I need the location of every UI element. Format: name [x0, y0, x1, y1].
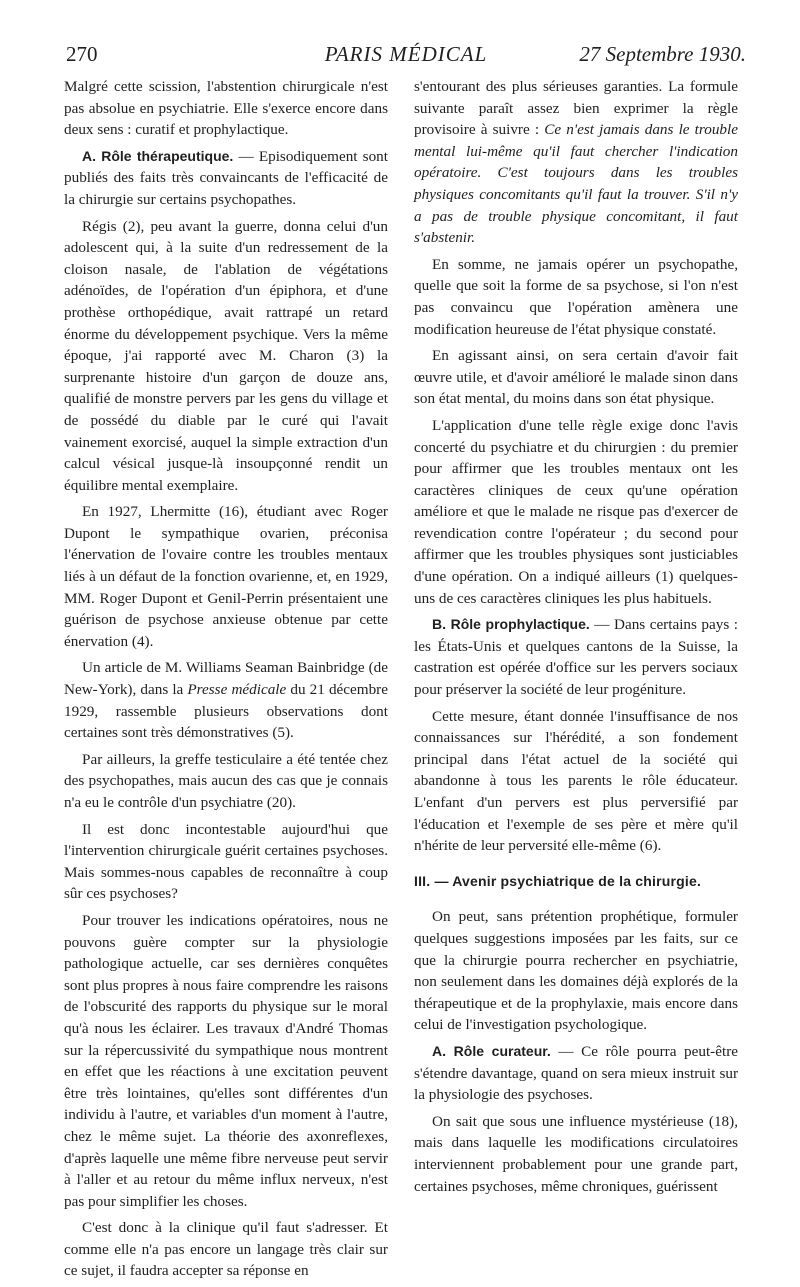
paragraph-text: s'entourant des plus sérieuses garanties. La formule suivante paraît assez bien exprimer la règle provisoire à suivre : [414, 78, 738, 139]
paragraph: L'application d'une telle règle exige donc l'avis concerté du psychiatre et du chirurgien : du premier pour affirmer que les troubles mentaux ont les caractères cliniques de ceux qu'une opération améliore et que le malade ne risque pas d'exercer de revendication contre l'opérateur ; du second pour affirmer que les troubles physiques sont justiciables d'une opération. On a indiqué ailleurs (1) quelques-uns de ces caractères cliniques les plus habituels. [414, 416, 738, 607]
paragraph-text: du 21 décembre 1929, rassemble plusieurs observations dont certaines sont très démonstratives (5). [64, 681, 388, 742]
journal-reference: Presse médicale [187, 681, 287, 699]
paragraph-text: — Episodiquement sont publiés des faits très convaincants de l'efficacité de la chirurgie sur certains psychopathes. [64, 147, 388, 208]
subsection-heading: A. Rôle curateur. [432, 1042, 551, 1059]
paragraph: Malgré cette scission, l'abstention chirurgicale n'est pas absolue en psychiatrie. Elle s'exerce encore dans deux sens : curatif et prophylactique. [64, 78, 388, 139]
page-number: 270 [66, 42, 98, 66]
paragraph [414, 76, 738, 249]
section-heading: III. — Avenir psychiatrique de la chirurgie. [414, 872, 702, 889]
paragraph [414, 614, 738, 700]
journal-title: PARIS MÉDICAL [324, 42, 488, 66]
subsection-heading: B. Rôle prophylactique. [432, 616, 590, 633]
paragraph: Par ailleurs, la greffe testiculaire a été tentée chez des psychopathes, mais aucun des cas que je connais n'a eu le contrôle d'un psychiatre (20). [64, 750, 388, 811]
paragraph: Pour trouver les indications opératoires, nous ne pouvons guère compter sur la physiologie pathologique actuelle, car ses dernières conquêtes sont plus propres à nous faire comprendre les raisons de l'obscurité des rapports du physique sur le moral qu'à nous les éclairer. Les travaux d'André Thomas sur la répercussivité du sympathique nous montrent en effet que les réactions à une excitation peuvent être très lointaines, qu'elles sont différentes d'un individu à l'autre, et variables d'un moment à l'autre, chez le même sujet. La théorie des axonreflexes, d'après laquelle une même fibre nerveuse peut servir à l'aller et au retour du même influx nerveux, n'est pas pour simplifier les choses. [64, 911, 388, 1210]
page-header [66, 42, 746, 72]
paragraph [64, 657, 388, 743]
subsection-heading: A. Rôle thérapeutique. [82, 147, 234, 164]
paragraph [64, 146, 388, 211]
rule-statement: Ce n'est jamais dans le trouble mental lui-même qu'il faut chercher l'indication opératoire. C'est toujours dans les troubles physiques concomitants qu'il faut la trouver. S'il n'y a pas de trouble physique concomitant, il faut s'abstenir. [414, 121, 738, 247]
paragraph: Régis (2), peu avant la guerre, donna celui d'un adolescent qui, à la suite d'un redressement de la cloison nasale, de l'ablation de végétations adénoïdes, de l'opération d'un épiphora, et d'une prothèse orthopédique, avait rattrapé un retard énorme du développement psychique. Vers la même époque, j'ai rapporté avec M. Charon (3) la surprenante histoire d'un garçon de douze ans, qualifié de monstre pervers par les gens du village et de possédé du diable par le curé qui l'avait vainement exorcisé, auquel la simple extraction d'un calcul vésical jusque-là insoupçonné rendit un équilibre mental exemplaire. [64, 217, 388, 494]
issue-date: 27 Septembre 1930. [579, 42, 746, 66]
right-column [414, 76, 738, 1202]
paragraph: En somme, ne jamais opérer un psychopathe, quelle que soit la forme de sa psychose, si l'on n'est pas convaincu que l'opération amènera une modification heureuse de l'état physique constaté. [414, 255, 738, 338]
paragraph [414, 1041, 738, 1106]
paragraph-text: — Dans certains pays : les États-Unis et quelques cantons de la Suisse, la castration est opérée d'office sur les pervers sociaux pour préserver la société de leur progéniture. [414, 616, 738, 699]
paragraph-text: — Ce rôle pourra peut-être s'étendre davantage, quand on sera mieux instruit sur la physiologie des psychoses. [414, 1042, 738, 1104]
paragraph: C'est donc à la clinique qu'il faut s'adresser. Et comme elle n'a pas encore un langage très clair sur ce sujet, il faudra accepter sa réponse en [64, 1219, 388, 1280]
paragraph: En agissant ainsi, on sera certain d'avoir fait œuvre utile, et d'avoir amélioré le malade sinon dans son état mental, du moins dans son état physique. [414, 347, 738, 408]
paragraph: En 1927, Lhermitte (16), étudiant avec Roger Dupont le sympathique ovarien, préconisa l'énervation de l'ovaire contre les troubles mentaux liés à un défaut de la fonction ovarienne, et, en 1929, MM. Roger Dupont et Genil-Perrin présentaient une guérison de psychose anxieuse obtenue par cette énervation (4). [64, 503, 388, 650]
left-column [64, 76, 388, 1287]
paragraph: Il est donc incontestable aujourd'hui que l'intervention chirurgicale guérit certaines psychoses. Mais sommes-nous capables de reconnaître à coup sûr ces psychoses? [64, 820, 388, 903]
paragraph: On sait que sous une influence mystérieuse (18), mais dans laquelle les modifications circulatoires interviennent probablement pour une grande part, certaines psychoses, même chroniques, guérissent [414, 1112, 738, 1195]
paragraph: Cette mesure, étant donnée l'insuffisance de nos connaissances sur l'hérédité, a son fondement principal dans l'état actuel de la société qui abandonne à tous les parents le rôle éducateur. L'enfant d'un pervers est plus perversifié par l'éducation et l'exemple de ses père et mère qu'il n'hérite de leur perversité elle-même (6). [414, 707, 738, 855]
paragraph-text: Un article de M. Williams Seaman Bainbridge (de New-York), dans la [64, 659, 388, 699]
paragraph: On peut, sans prétention prophétique, formuler quelques suggestions imposées par les faits, sur ce que la chirurgie pourra rechercher en psychiatrie, non seulement dans les domaines déjà explorés de la thérapeutique et de la prophylaxie, mais encore dans celui de l'investigation psychologique. [414, 908, 738, 1034]
